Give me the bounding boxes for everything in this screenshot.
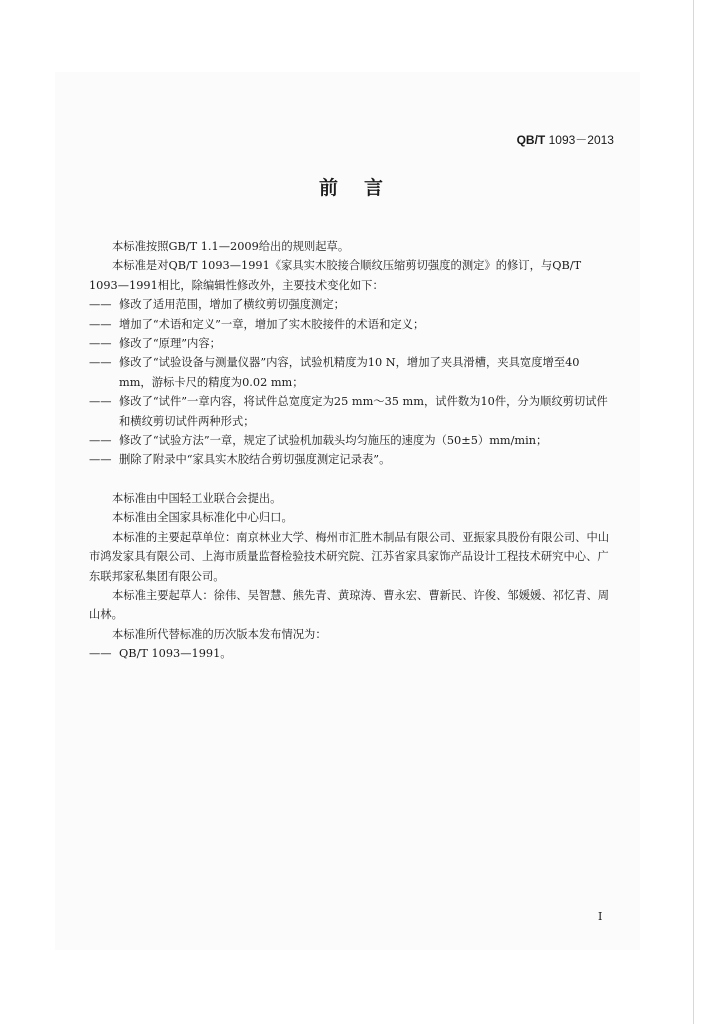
change-item — [89, 295, 612, 314]
list-dash: —— — [89, 647, 112, 661]
standard-code-number: 1093－2013 — [548, 133, 614, 147]
paragraph: 本标准主要起草人：徐伟、吴智慧、熊先青、黄琼涛、曹永宏、曹新民、许俊、邹媛媛、祁忆青、周山林。 — [89, 588, 610, 622]
list-dash: —— — [89, 395, 112, 409]
change-text: 修改了“试验设备与测量仪器”内容，试验机精度为10 N，增加了夹具滑槽，夹具宽度增至40 mm，游标卡尺的精度为0.02 mm； — [119, 356, 580, 389]
change-text: 修改了适用范围，增加了横纹剪切强度测定； — [119, 298, 345, 312]
change-text: 修改了“原理”内容； — [119, 337, 221, 351]
page-number: I — [598, 910, 603, 923]
paragraph: 本标准由中国轻工业联合会提出。 — [112, 491, 282, 505]
history-item — [89, 644, 612, 663]
paragraph: 本标准所代替标准的历次版本发布情况为： — [112, 627, 327, 641]
change-text: 修改了“试件”一章内容，将试件总宽度定为25 mm～35 mm，试件数为10件，分为顺纹剪切试件和横纹剪切试件两种形式； — [119, 395, 608, 428]
change-text: 修改了“试验方法”一章，规定了试验机加载头均匀施压的速度为（50±5）mm/min； — [119, 434, 548, 448]
foreword-body — [89, 237, 612, 664]
list-dash: —— — [89, 356, 112, 370]
change-item — [89, 392, 612, 431]
list-dash: —— — [89, 298, 112, 312]
list-dash: —— — [89, 434, 112, 448]
list-dash: —— — [89, 317, 112, 331]
change-item — [89, 450, 612, 469]
history-text: QB/T 1093—1991。 — [119, 647, 232, 661]
paragraph: 本标准由全国家具标准化中心归口。 — [112, 511, 293, 525]
list-dash: —— — [89, 337, 112, 351]
standard-code — [517, 131, 614, 148]
change-item — [89, 353, 612, 392]
paragraph: 本标准按照GB/T 1.1—2009给出的规则起草。 — [112, 240, 350, 253]
change-item — [89, 431, 612, 450]
standard-code-prefix: QB/T — [516, 133, 546, 147]
paragraph: 本标准是对QB/T 1093—1991《家具实木胶接合顺纹压缩剪切强度的测定》的修订，与QB/T 1093—1991相比，除编辑性修改外，主要技术变化如下： — [89, 259, 582, 292]
page-edge-divider — [693, 0, 694, 1024]
page-title: 前言 — [318, 177, 409, 199]
section-gap — [89, 470, 612, 489]
paragraph: 本标准的主要起草单位：南京林业大学、梅州市汇胜木制品有限公司、亚振家具股份有限公司、中山市鸿发家具有限公司、上海市质量监督检验技术研究院、江苏省家具家饰产品设计工程技术研究中心、广东联邦家私集团有限公司。 — [89, 530, 610, 583]
change-text: 增加了“术语和定义”一章，增加了实木胶接件的术语和定义； — [119, 317, 425, 331]
change-text: 删除了附录中“家具实木胶结合剪切强度测定记录表”。 — [119, 453, 391, 467]
list-dash: —— — [89, 453, 112, 467]
change-item — [89, 315, 612, 334]
change-item — [89, 334, 612, 353]
